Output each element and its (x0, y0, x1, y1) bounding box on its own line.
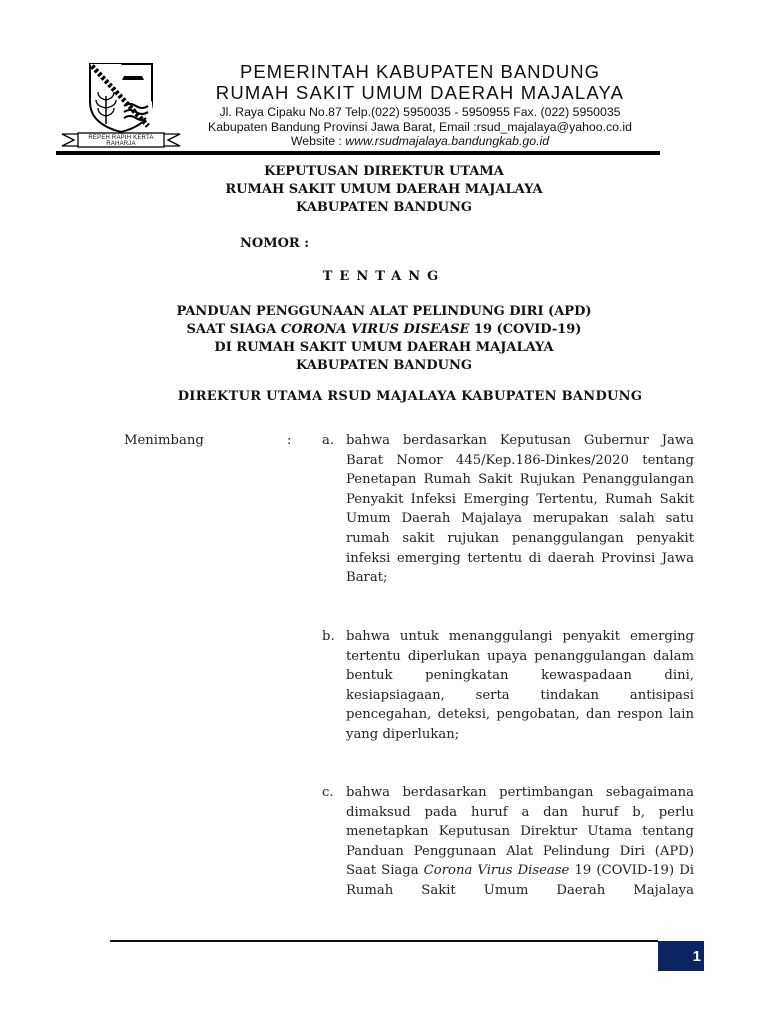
crest-motto-ribbon (60, 131, 182, 149)
crest-motto: REPEH RAPIH KERTA RAHARJA (88, 135, 154, 147)
item-text: bahwa untuk menanggulangi penyakit emerging tertentu diperlukan upaya penanggulangan dalam bentuk peningkatan kewaspadaan dini, kesiapsiagaan, serta tindakan antisipasi pencegahan, deteksi, pengobatan, dan respon lain yang diperlukan; (346, 629, 694, 742)
item-marker: a. (322, 433, 335, 448)
page-number-badge: 1 (658, 941, 704, 971)
letterhead-divider (56, 151, 660, 155)
footer-rule (110, 940, 658, 942)
subject-line-2 (140, 321, 628, 339)
item-marker: c. (322, 785, 334, 800)
considering-colon: : (287, 433, 292, 448)
letterhead-email: Kabupaten Bandung Provinsi Jawa Barat, Email :rsud_majalaya@yahoo.co.id (208, 119, 632, 134)
subject-line-1: PANDUAN PENGGUNAAN ALAT PELINDUNG DIRI (APD) (176, 304, 592, 319)
item-text-italic: Corona Virus Disease (423, 863, 570, 879)
subject-line-4: KABUPATEN BANDUNG (296, 358, 472, 373)
considering-item-b (322, 627, 694, 745)
considering-item-a (322, 431, 694, 588)
subject-line-3: DI RUMAH SAKIT UMUM DAERAH MAJALAYA (214, 340, 554, 355)
considering-item-c (322, 783, 694, 901)
decree-title-line-1: KEPUTUSAN DIREKTUR UTAMA (264, 164, 504, 179)
decree-number-label: NOMOR : (240, 236, 310, 251)
tentang-heading: TENTANG (322, 269, 446, 284)
decree-title-line-2: RUMAH SAKIT UMUM DAERAH MAJALAYA (225, 182, 543, 197)
decree-title (140, 163, 628, 217)
letterhead-website-line (185, 134, 655, 149)
letterhead-government: PEMERINTAH KABUPATEN BANDUNG (239, 61, 600, 82)
letterhead-address: Jl. Raya Cipaku No.87 Telp.(022) 5950035 - 5950955 Fax. (022) 5950035 (219, 105, 621, 119)
letterhead-hospital: RUMAH SAKIT UMUM DAERAH MAJALAYA (215, 82, 625, 103)
website-link[interactable]: www.rsudmajalaya.bandungkab.go.id (345, 134, 550, 148)
subject-line-2-italic: CORONA VIRUS DISEASE (280, 322, 470, 337)
decree-subject (140, 303, 628, 375)
director-heading: DIREKTUR UTAMA RSUD MAJALAYA KABUPATEN BANDUNG (177, 389, 643, 404)
considering-label: Menimbang (124, 433, 204, 448)
item-text-post: 19 (COVID-19) Di Rumah Sakit Umum Daerah Majalaya (346, 863, 694, 898)
decree-title-line-3: KABUPATEN BANDUNG (296, 200, 472, 215)
subject-line-2-pre: SAAT SIAGA (186, 322, 281, 337)
letterhead (185, 62, 655, 149)
item-text (346, 783, 694, 901)
item-marker: b. (322, 629, 335, 644)
kabupaten-bandung-crest-icon (86, 62, 156, 134)
item-text-pre: bahwa berdasarkan pertimbangan sebagaimana dimaksud pada huruf a dan huruf b, perlu menetapkan Keputusan Direktur Utama tentang Panduan Penggunaan Alat Pelindung Diri (APD) Saat Siaga (346, 785, 694, 879)
item-text: bahwa berdasarkan Keputusan Gubernur Jawa Barat Nomor 445/Kep.186-Dinkes/2020 tentang Penetapan Rumah Sakit Rujukan Penanggulangan Penyakit Infeksi Emerging Tertentu, Rumah Sakit Umum Daerah Majalaya merupakan salah satu rumah sakit rujukan penanggulangan penyakit infeksi emerging tertentu di daerah Provinsi Jawa Barat; (346, 433, 694, 586)
website-label: Website : (290, 134, 346, 148)
subject-line-2-post: 19 (COVID-19) (469, 322, 582, 337)
